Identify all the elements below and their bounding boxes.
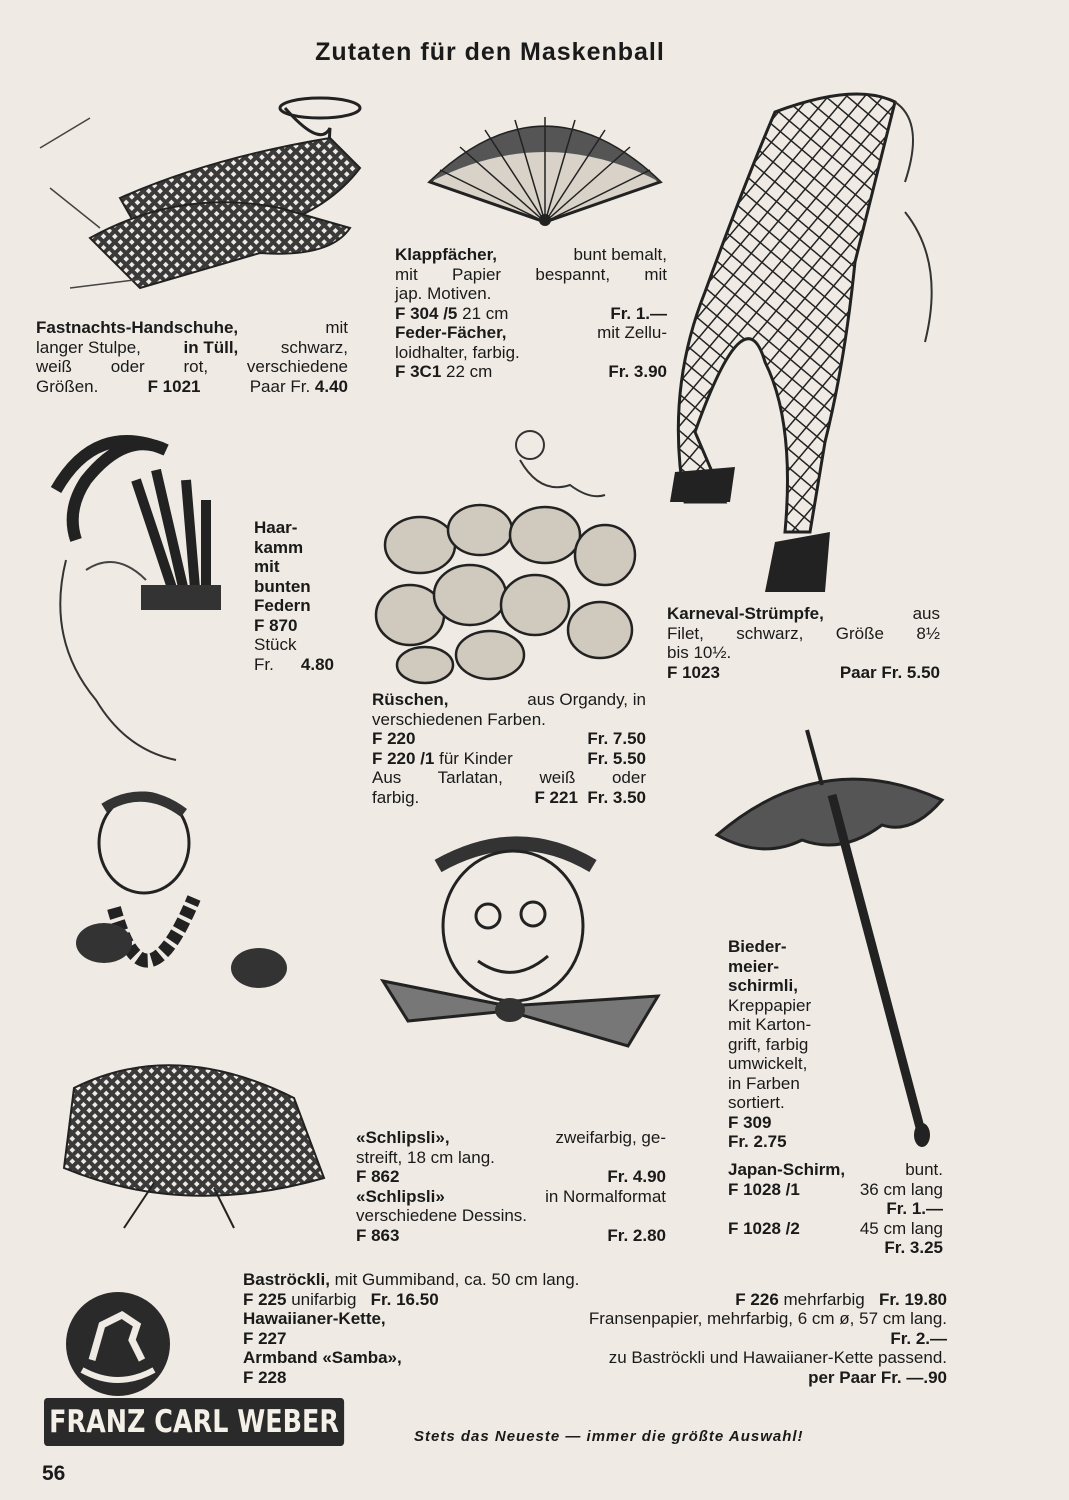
parasol-name-3: schirmli, [728,976,798,995]
parasol-desc-3: grift, farbig [728,1034,809,1054]
ruffles-kids: für Kinder [434,748,513,768]
armband-price: per Paar Fr. —.90 [808,1367,947,1387]
feather-fan-name: Feder-Fächer, [395,323,507,342]
feather-fan-desc-1: mit Zellu- [597,323,667,342]
parasol-desc-4: umwickelt, [728,1054,808,1073]
ruffles-illustration [370,415,645,685]
tie-price-2: Fr. 2.80 [607,1225,666,1245]
ruffles-description [372,690,646,807]
comb-name-1: Haar- [254,518,298,537]
fan-code: F 304 /5 [395,303,458,323]
ruffles-desc-5: Aus Tarlatan, weiß oder [372,768,646,787]
feather-fan-price: Fr. 3.90 [608,362,667,381]
hair-comb-illustration [36,420,251,765]
parasol-desc-2: mit Karton- [728,1015,812,1034]
fan-price: Fr. 1.— [610,303,667,323]
parasol-desc-6: sortiert. [728,1093,785,1112]
fan-desc-3: jap. Motiven. [395,284,492,303]
tie-code-1: F 862 [356,1167,400,1186]
tie-desc-2: streift, 18 cm lang. [356,1147,495,1167]
feather-fan-code: F 3C1 [395,362,442,381]
brand-logo: FRANZ CARL WEBER [44,1398,344,1446]
japan-parasol-code-1: F 1028 /1 [728,1179,800,1199]
skirt-variant-1: unifarbig [286,1289,357,1309]
rocking-horse-emblem [62,1290,174,1398]
armband-code: F 228 [243,1367,287,1387]
feather-fan-desc-2: loidhalter, farbig. [395,342,520,362]
tie-code-2: F 863 [356,1225,400,1245]
skirt-code-2: F 226 [735,1289,779,1309]
japan-parasol-desc: bunt. [905,1160,943,1179]
comb-description [254,518,334,674]
ruffles-desc-6: farbig. [372,787,420,807]
parasol-price: Fr. 2.75 [728,1132,787,1151]
gloves-desc-2: langer Stulpe, [36,337,141,357]
fan-size: 21 cm [462,303,509,323]
stockings-desc-1: aus [912,604,940,623]
comb-name-5: Federn [254,596,311,615]
parasol-name-1: Bieder- [728,937,787,956]
armband-name: Armband «Samba», [243,1348,402,1367]
stockings-description [667,604,940,682]
tie-name: «Schlipsli», [356,1128,450,1147]
chain-desc: Fransenpapier, mehrfarbig, 6 cm ø, 57 cm lang. [588,1309,947,1328]
page-title: Zutaten für den Maskenball [315,38,665,66]
japan-parasol-price-1: Fr. 1.— [886,1199,943,1218]
japan-parasol-description [728,1160,943,1258]
comb-name-2: kamm [254,537,304,557]
armband-desc: zu Baströckli und Hawaiianer-Kette passend. [608,1348,947,1367]
gloves-code: F 1021 [147,376,201,396]
hula-girl-illustration [44,788,344,1248]
gloves-description [36,318,348,396]
parasol-desc-1: Kreppapier [728,995,812,1015]
comb-name-3: mit [254,557,280,576]
stockings-desc-2: Filet, schwarz, Größe 8½ [667,623,940,643]
parasol-name-2: meier- [728,956,780,976]
slogan: Stets das Neueste — immer die größte Auswahl! [414,1428,804,1445]
skirt-code-1: F 225 [243,1289,287,1309]
ruffles-price-1: Fr. 7.50 [587,729,646,748]
tie-description [356,1128,666,1245]
feather-fan-size: 22 cm [446,362,493,381]
parasol-description [728,937,848,1152]
stockings-price: Paar Fr. 5.50 [839,662,940,682]
fan-name: Klappfächer, [395,245,498,264]
chain-price: Fr. 2.— [890,1328,947,1348]
chain-name: Hawaiianer-Kette, [243,1309,386,1328]
fan-illustration [420,92,670,232]
parasol-code: F 309 [728,1112,772,1132]
fan-desc-2: mit Papier bespannt, mit [395,264,667,284]
tie-name-2: «Schlipsli» [356,1186,445,1206]
page-number: 56 [42,1462,66,1485]
stockings-illustration [655,62,955,597]
tie-desc-1: zweifarbig, ge- [555,1128,666,1147]
parasol-desc-5: in Farben [728,1073,800,1093]
gloves-price-label: Paar Fr. [249,376,311,396]
ruffles-name: Rüschen, [372,690,449,709]
skirt-variant-2: mehrfarbig [778,1289,865,1309]
stockings-name: Karneval-Strümpfe, [667,604,824,623]
japan-parasol-size-2: 45 cm lang [859,1218,943,1238]
ruffles-code-1: F 220 [372,729,416,748]
ruffles-code-3: F 221 [534,787,578,807]
ruffles-code-2: F 220 /1 [372,748,435,768]
stockings-code: F 1023 [667,662,720,682]
tie-price-1: Fr. 4.90 [607,1167,666,1186]
ruffles-desc-1: aus Organdy, in [527,690,646,709]
gloves-name: Fastnachts-Handschuhe, [36,318,239,337]
japan-parasol-code-2: F 1028 /2 [728,1218,800,1238]
tie-desc-3: in Normalformat [545,1186,666,1206]
japan-parasol-price-2: Fr. 3.25 [884,1238,943,1257]
bowtie-boy-illustration [378,826,663,1126]
gloves-desc-2b: schwarz, [280,337,348,357]
ruffles-price-2: Fr. 5.50 [587,748,646,768]
ruffles-desc-2: verschiedenen Farben. [372,709,546,729]
comb-price: 4.80 [300,654,334,674]
comb-price-label: Fr. [254,654,274,674]
gloves-material: in Tüll, [183,337,239,357]
gloves-desc-4: Größen. [36,376,99,396]
gloves-desc-3: weiß oder rot, verschiedene [36,357,348,376]
skirt-price-2: Fr. 19.80 [878,1289,947,1309]
japan-parasol-size-1: 36 cm lang [859,1179,943,1199]
chain-code: F 227 [243,1328,287,1348]
japan-parasol-name: Japan-Schirm, [728,1160,846,1179]
comb-name-4: bunten [254,576,311,596]
comb-code: F 870 [254,615,298,635]
skirt-price-1: Fr. 16.50 [370,1289,439,1309]
skirt-name: Baströckli, [243,1270,330,1289]
tie-desc-4: verschiedene Dessins. [356,1206,528,1225]
gloves-price: 4.40 [314,376,348,396]
ruffles-price-3: Fr. 3.50 [587,787,646,807]
gloves-desc-1: mit [325,318,348,337]
skirt-desc: mit Gummiband, ca. 50 cm lang. [329,1270,580,1289]
gloves-illustration [30,78,370,308]
stockings-desc-3: bis 10½. [667,643,732,662]
fan-description [395,245,667,382]
bottom-description [243,1270,947,1387]
fan-desc-1: bunt bemalt, [573,245,667,264]
comb-unit: Stück [254,635,297,654]
